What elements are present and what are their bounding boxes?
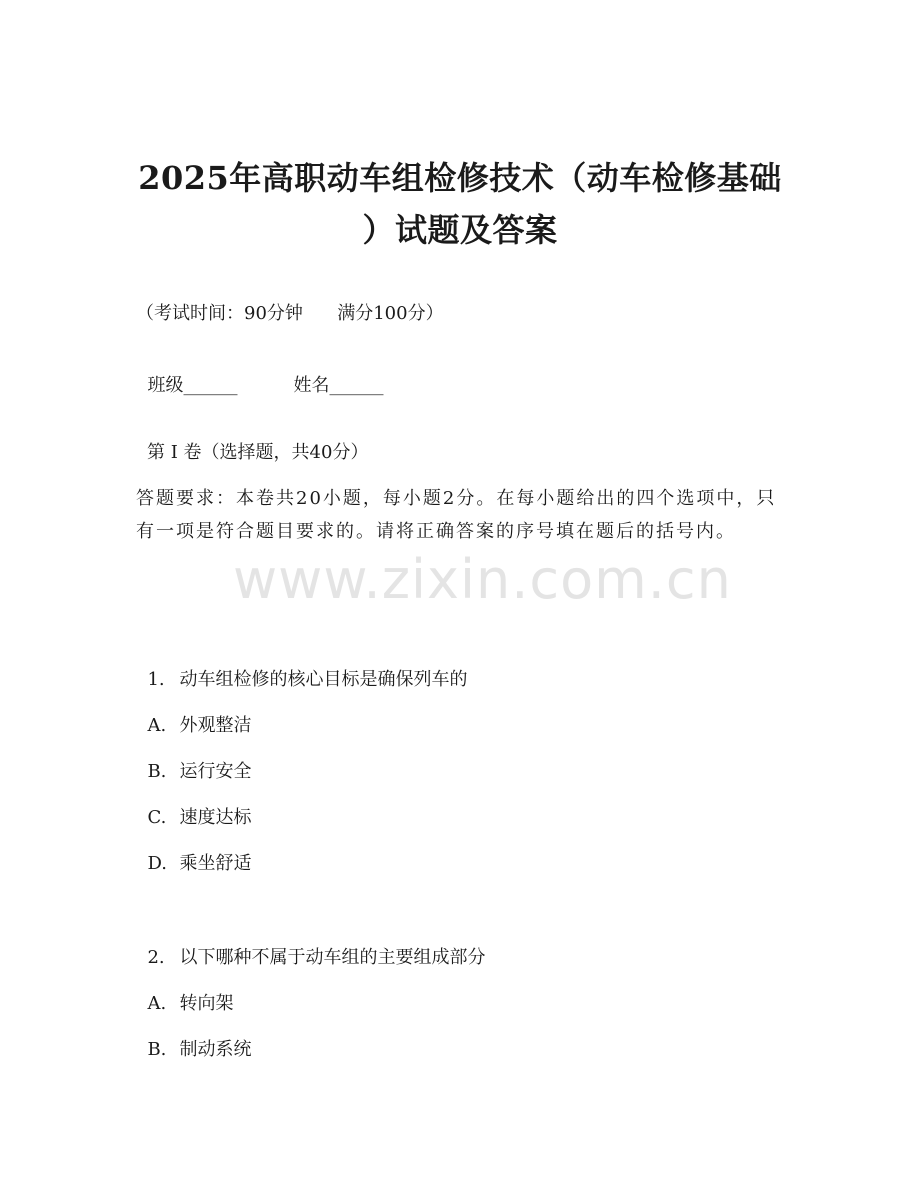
option-2b[interactable] xyxy=(136,1014,251,1062)
option-1d[interactable] xyxy=(136,828,251,876)
title-line-1: 2025年高职动车组检修技术（动车检修基础 xyxy=(138,159,782,197)
option-1a[interactable] xyxy=(136,690,251,738)
question-1 xyxy=(136,644,467,692)
name-field: 姓名______ xyxy=(293,375,384,396)
option-text: 外观整洁 xyxy=(179,715,252,736)
option-letter: D. xyxy=(147,853,167,874)
title-line-2: ）试题及答案 xyxy=(362,211,558,249)
document-title xyxy=(110,152,810,256)
option-letter: A. xyxy=(147,715,167,736)
instructions: 答题要求：本卷共20小题，每小题2分。在每小题给出的四个选项中，只有一项是符合题目要求的。请将正确答案的序号填在题后的括号内。 xyxy=(136,488,777,542)
question-number: 1. xyxy=(147,669,165,690)
option-letter: A. xyxy=(147,993,167,1014)
option-text: 转向架 xyxy=(179,993,234,1014)
option-letter: B. xyxy=(147,1039,167,1060)
option-text: 制动系统 xyxy=(179,1039,252,1060)
question-text: 动车组检修的核心目标是确保列车的 xyxy=(179,669,468,690)
option-text: 运行安全 xyxy=(179,761,252,782)
class-field: 班级______ xyxy=(147,375,238,396)
option-2a[interactable] xyxy=(136,968,233,1016)
question-text: 以下哪种不属于动车组的主要组成部分 xyxy=(179,947,486,968)
exam-info: （考试时间：90分钟 满分100分） xyxy=(136,303,444,324)
watermark: www.zixin.com.cn xyxy=(233,548,732,611)
class-name-row xyxy=(136,350,383,398)
option-letter: C. xyxy=(147,807,167,828)
option-1c[interactable] xyxy=(136,782,251,830)
option-letter: B. xyxy=(147,761,167,782)
option-text: 速度达标 xyxy=(179,807,252,828)
option-text: 乘坐舒适 xyxy=(179,853,252,874)
question-number: 2. xyxy=(147,947,165,968)
question-2 xyxy=(136,922,485,970)
option-1b[interactable] xyxy=(136,736,251,784)
section-header: 第 I 卷（选择题，共40分） xyxy=(147,442,369,463)
